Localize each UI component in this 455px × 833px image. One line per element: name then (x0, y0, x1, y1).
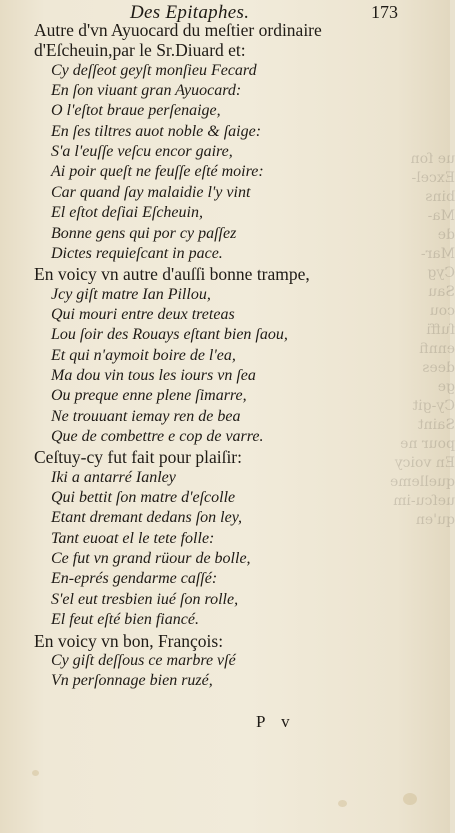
text-line-italic: Qui bettit ſon matre d'eſcolle (51, 489, 236, 507)
text-line-italic: En-eprés gendarme caſſé: (51, 570, 218, 588)
text-line-roman: d'Eſcheuin,par le Sr.Diuard et: (34, 40, 246, 61)
show-through-line: ennfi (419, 341, 455, 357)
text-line-italic: Tant euoat el le tete folle: (51, 529, 215, 547)
show-through-line: Mar- (420, 246, 455, 262)
show-through-line: pour ne (400, 436, 455, 452)
text-line-italic: Etant dremant dedans ſon ley, (51, 509, 242, 527)
text-line-roman: Autre d'vn Ayuocard du meſtier ordinaire (34, 20, 322, 40)
text-line-italic: S'el eut tresbien iué ſon rolle, (51, 590, 239, 608)
text-line-italic: Car quand ſay malaidie l'y vint (51, 183, 251, 201)
text-line-italic: Qui mouri entre deux treteas (51, 305, 235, 323)
show-through-line: ue ſon (410, 151, 455, 167)
text-line-italic: Iki a antarré Ianley (51, 468, 176, 486)
show-through-line: quelleme (389, 474, 455, 490)
text-line-italic: Dictes requieſcant in pace. (51, 244, 223, 262)
text-line-roman: Ceſtuy-cy fut fait pour plaiſir: (34, 447, 243, 468)
running-head: Des Epitaphes. (130, 2, 250, 23)
text-line-italic: Ne trouuant iemay ren de bea (51, 407, 241, 425)
show-through-line: qu'en (415, 512, 455, 528)
text-line-italic: Ai poir queſt ne feuſſe eſté moire: (51, 163, 264, 181)
text-line-italic: Lou ſoir des Rouays eſtant bien ſaou, (51, 326, 288, 344)
text-line-italic: En ſon viuant gran Ayuocard: (51, 82, 242, 100)
show-through-line: Cy-git (412, 398, 455, 414)
text-line-roman: En voicy vn bon, François: (34, 630, 224, 651)
show-through-line: cou (429, 303, 455, 319)
foxing-spot (338, 800, 347, 807)
text-line-italic: S'a l'euſſe veſcu encor gaire, (51, 143, 233, 161)
signature-mark: P v (256, 712, 296, 731)
text-line-roman: En voicy vn autre d'auſſi bonne trampe, (34, 264, 310, 285)
show-through-line: Saint (417, 417, 455, 433)
show-through-line: bins (425, 189, 455, 205)
show-through-line: ſuffi (426, 322, 455, 338)
show-through-line: ueſcu-im (393, 493, 455, 509)
show-through-line: En voicy (394, 455, 455, 471)
show-through-line: Excel- (411, 170, 455, 186)
show-through-line: Cyg (427, 265, 455, 281)
text-line-italic: Cy deſſeot geyſt monſieu Fecard (51, 61, 257, 79)
show-through-line: ge (437, 379, 455, 395)
text-line-italic: Bonne gens qui por cy paſſez (51, 224, 237, 242)
text-line-italic: O l'eſtot braue perſenaige, (51, 102, 221, 120)
text-line-italic: En ſes tiltres auot noble & ſaige: (51, 122, 262, 140)
text-line-italic: Ce fut vn grand rüour de bolle, (51, 550, 251, 568)
show-through-line: Sau (428, 284, 455, 300)
show-through-line: Ma- (427, 208, 455, 224)
page-number: 173 (371, 2, 398, 22)
show-through-line: de (437, 227, 455, 243)
text-line-italic: Que de combettre e cop de varre. (51, 428, 264, 445)
text-line-italic: El feut eſté bien fiancé. (51, 611, 199, 629)
text-line-italic: Cy giſt deſſous ce marbre vſé (51, 651, 236, 669)
text-line-italic: Vn perſonnage bien ruzé, (51, 672, 213, 690)
foxing-spot (403, 793, 417, 805)
text-line-italic: El eſtot deſiai Eſcheuin, (51, 204, 203, 222)
show-through-line: dees (422, 360, 455, 376)
text-line-italic: Et qui n'aymoit boire de l'ea, (51, 346, 236, 364)
text-line-italic: Ou preque enne plene ſimarre, (51, 387, 247, 405)
foxing-spot (32, 770, 39, 776)
text-line-italic: Ma dou vin tous les iours vn ſea (51, 366, 256, 384)
text-line-italic: Jcy giſt matre Ian Pillou, (51, 285, 211, 303)
